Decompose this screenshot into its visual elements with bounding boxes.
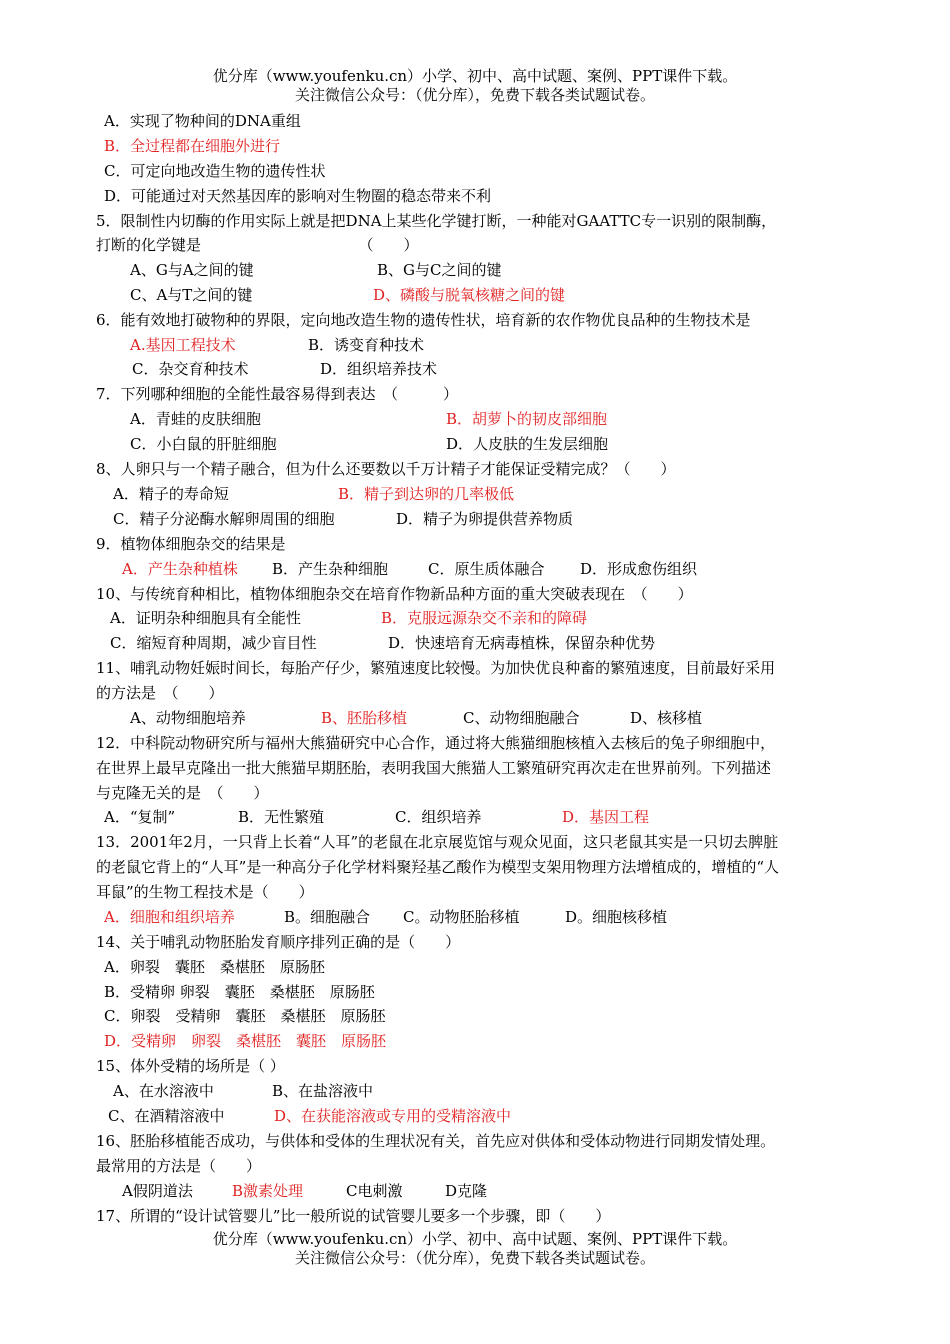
q13-stem-line-3: 耳鼠”的生物工程技术是（ ） [96, 883, 314, 901]
q14-option-a: A．卵裂 囊胚 桑椹胚 原肠胚 [104, 958, 325, 976]
q11-stem-line-1: 11、哺乳动物妊娠时间长，每胎产仔少，繁殖速度比较慢。为加快优良种畜的繁殖速度，目前最好采用 [96, 659, 776, 677]
q11-option-c: C、动物细胞融合 [463, 709, 580, 727]
q6-stem: 6．能有效地打破物种的界限，定向地改造生物的遗传性状，培育新的农作物优良品种的生物技术是 [96, 311, 751, 329]
q12-stem-line-3: 与克隆无关的是 （ ） [96, 784, 269, 802]
q9-option-d: D．形成愈伤组织 [580, 560, 698, 578]
q5-stem-line-2: 打断的化学键是 （ ） [96, 236, 419, 254]
q4-option-b-answer: B．全过程都在细胞外进行 [104, 137, 281, 155]
page-footer-line-2: 关注微信公众号：（优分库），免费下载各类试题试卷。 [294, 1249, 655, 1267]
q16-stem-line-1: 16、胚胎移植能否成功，与供体和受体的生理状况有关，首先应对供体和受体动物进行同期发情处理。 [96, 1132, 776, 1150]
q16-option-b-answer: B激素处理 [232, 1182, 304, 1200]
q8-option-d: D．精子为卵提供营养物质 [396, 510, 574, 528]
q7-stem: 7．下列哪种细胞的全能性最容易得到表达 （ ） [96, 385, 459, 403]
q8-option-a: A．精子的寿命短 [113, 485, 229, 503]
q15-option-a: A、在水溶液中 [113, 1082, 214, 1100]
q5-option-d-answer: D、磷酸与脱氧核糖之间的键 [373, 286, 566, 304]
q4-option-d: D．可能通过对天然基因库的影响对生物圈的稳态带来不利 [104, 187, 492, 205]
q6-option-d: D．组织培养技术 [320, 360, 438, 378]
q12-stem-line-1: 12．中科院动物研究所与福州大熊猫研究中心合作，通过将大熊猫细胞核植入去核后的兔子卵细胞中， [96, 734, 776, 752]
q14-option-d-answer: D．受精卵 卵裂 桑椹胚 囊胚 原肠胚 [104, 1032, 387, 1050]
page-footer-line-1: 优分库（www.youfenku.cn）小学、初中、高中试题、案例、PPT课件下载。 [212, 1230, 738, 1248]
q6-option-a-answer: A.基因工程技术 [130, 336, 236, 354]
q13-option-d: D。细胞核移植 [565, 908, 668, 926]
q11-option-b-answer: B、胚胎移植 [321, 709, 408, 727]
q15-option-b: B、在盐溶液中 [272, 1082, 374, 1100]
q8-stem: 8、人卵只与一个精子融合，但为什么还要数以千万计精子才能保证受精完成？（ ） [96, 460, 676, 478]
q7-option-c: C．小白鼠的肝脏细胞 [130, 435, 277, 453]
q8-option-c: C．精子分泌酶水解卵周围的细胞 [113, 510, 335, 528]
q11-option-d: D、核移植 [630, 709, 703, 727]
q15-option-c: C、在酒精溶液中 [108, 1107, 225, 1125]
q10-option-d: D．快速培育无病毒植株，保留杂种优势 [388, 634, 656, 652]
q16-option-d: D克隆 [445, 1182, 488, 1200]
q16-option-a: A假阴道法 [122, 1182, 193, 1200]
q16-stem-line-2: 最常用的方法是（ ） [96, 1157, 262, 1175]
q6-option-c: C．杂交育种技术 [132, 360, 249, 378]
q10-stem: 10、与传统育种相比，植物体细胞杂交在培育作物新品种方面的重大突破表现在 （ ） [96, 585, 693, 603]
q14-option-b: B．受精卵 卵裂 囊胚 桑椹胚 原肠胚 [104, 983, 375, 1001]
q11-stem-line-2: 的方法是 （ ） [96, 684, 224, 702]
q13-stem-line-1: 13．2001年2月，一只背上长着“人耳”的老鼠在北京展览馆与观众见面，这只老鼠其实是一只切去脾脏 [96, 833, 779, 851]
q5-option-c: C、A与T之间的键 [130, 286, 253, 304]
q5-option-b: B、G与C之间的键 [377, 261, 502, 279]
q4-option-c: C．可定向地改造生物的遗传性状 [104, 162, 326, 180]
q9-option-b: B．产生杂种细胞 [272, 560, 389, 578]
q14-option-c: C．卵裂 受精卵 囊胚 桑椹胚 原肠胚 [104, 1007, 386, 1025]
q17-stem: 17、所谓的“设计试管婴儿”比一般所说的试管婴儿要多一个步骤，即（ ） [96, 1207, 611, 1225]
q14-stem: 14、关于哺乳动物胚胎发育顺序排列正确的是（ ） [96, 933, 461, 951]
q12-stem-line-2: 在世界上最早克隆出一批大熊猫早期胚胎，表明我国大熊猫人工繁殖研究再次走在世界前列。下列描述 [96, 759, 772, 777]
q5-stem-line-1: 5．限制性内切酶的作用实际上就是把DNA上某些化学键打断，一种能对GAATTC专一识别的限制酶， [96, 212, 777, 230]
q8-option-b-answer: B．精子到达卵的几率极低 [338, 485, 515, 503]
q4-option-a: A．实现了物种间的DNA重组 [104, 112, 301, 130]
q7-option-d: D．人皮肤的生发层细胞 [446, 435, 609, 453]
page-header-line-1: 优分库（www.youfenku.cn）小学、初中、高中试题、案例、PPT课件下载。 [212, 67, 738, 85]
q15-stem: 15、体外受精的场所是（ ） [96, 1057, 285, 1075]
q9-option-c: C．原生质体融合 [428, 560, 545, 578]
q5-option-a: A、G与A之间的键 [130, 261, 254, 279]
q7-option-a: A．青蛙的皮肤细胞 [130, 410, 261, 428]
q12-option-b: B．无性繁殖 [238, 808, 325, 826]
q10-option-a: A．证明杂种细胞具有全能性 [110, 609, 301, 627]
q7-option-b-answer: B．胡萝卜的韧皮部细胞 [446, 410, 608, 428]
q9-stem: 9．植物体细胞杂交的结果是 [96, 535, 286, 553]
q12-option-d-answer: D．基因工程 [562, 808, 650, 826]
q12-option-c: C．组织培养 [395, 808, 482, 826]
page-header-line-2: 关注微信公众号：（优分库），免费下载各类试题试卷。 [294, 86, 655, 104]
q10-option-c: C．缩短育种周期，减少盲目性 [110, 634, 317, 652]
q15-option-d-answer: D、在获能溶液或专用的受精溶液中 [274, 1107, 512, 1125]
q13-option-a-answer: A．细胞和组织培养 [104, 908, 235, 926]
q9-option-a-answer: A．产生杂种植株 [122, 560, 238, 578]
q13-stem-line-2: 的老鼠它背上的“人耳”是一种高分子化学材料聚羟基乙酸作为模型支架用物理方法增植成的，增植的“人 [96, 858, 780, 876]
q10-option-b-answer: B．克服远源杂交不亲和的障碍 [381, 609, 588, 627]
q13-option-b: B。细胞融合 [284, 908, 371, 926]
q12-option-a: A．“复制” [104, 808, 176, 826]
q13-option-c: C。动物胚胎移植 [403, 908, 520, 926]
q11-option-a: A、动物细胞培养 [130, 709, 246, 727]
q16-option-c: C电刺激 [346, 1182, 403, 1200]
q6-option-b: B．诱变育种技术 [308, 336, 425, 354]
